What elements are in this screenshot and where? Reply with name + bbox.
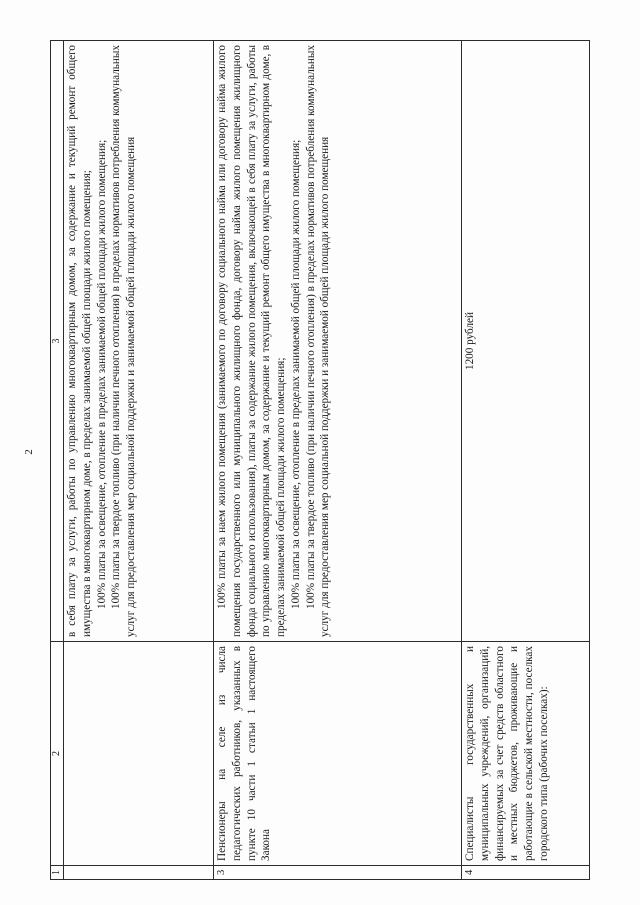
row-category bbox=[462, 642, 590, 866]
row-amount bbox=[462, 41, 590, 642]
benefit-paragraph: 100% платы за наем жилого помещения (занимаемого по договору социального найма или договору найма жилого помещения государственного или муниципального жилищного фонда, договору найма жилого помещения жилищного фонда социального использования), платы за содержание жилого помещения, включающей в себя плату за услуги, работы по управлению многоквартирным домом, за содержание и текущий ремонт общего имущества в многоквартирном доме, в пределах занимаемой общей площади жилого помещения; bbox=[216, 45, 288, 637]
header-col-3: 3 bbox=[51, 41, 64, 642]
header-col-1: 1 bbox=[51, 866, 64, 880]
category-text: Специалисты государственных и муниципальных учреждений, организаций, финансируемых за счет средств областного и местных бюджетов, проживающие и работающие в сельской местности, поселках городского типа (рабочих поселках): bbox=[464, 646, 550, 861]
benefit-paragraph: 100% платы за твердое топливо (при наличии печного отопления) в пределах нормативов потребления коммунальных услуг для предоставления мер социальной поддержки и занимаемой общей площади жилого помещения bbox=[110, 45, 138, 637]
table-row bbox=[64, 41, 214, 880]
table-header-row bbox=[51, 41, 64, 880]
rotated-table-container bbox=[50, 40, 590, 880]
row-category bbox=[214, 642, 462, 866]
row-benefits bbox=[64, 41, 214, 642]
table-row bbox=[214, 41, 462, 880]
benefit-paragraph: в себя плату за услуги, работы по управлению многоквартирным домом, за содержание и текущий ремонт общего имущества в многоквартирном доме, в пределах занимаемой общей площади жилого помещения; bbox=[66, 45, 93, 637]
row-number bbox=[64, 866, 214, 880]
page-number: 2 bbox=[22, 449, 35, 455]
benefit-paragraph: 100% платы за освещение, отопление в пределах занимаемой общей площади жилого помещения; bbox=[95, 139, 108, 609]
benefit-paragraph: 100% платы за твердое топливо (при наличии печного отопления) в пределах нормативов потребления коммунальных услуг для предоставления мер социальной поддержки и занимаемой общей площади жилого помещения bbox=[304, 45, 332, 637]
table-row bbox=[462, 41, 590, 880]
row-category bbox=[64, 642, 214, 866]
category-text: Пенсионеры на селе из числа педагогических работников, указанных в пункте 10 части 1 статьи 1 настоящего Закона bbox=[216, 646, 273, 861]
row-benefits bbox=[214, 41, 462, 642]
header-col-2: 2 bbox=[51, 642, 64, 866]
amount-text: 1200 рублей bbox=[464, 312, 476, 371]
row-number: 4 bbox=[462, 866, 590, 880]
benefits-table bbox=[50, 40, 590, 880]
benefit-paragraph: 100% платы за освещение, отопление в пределах занимаемой общей площади жилого помещения; bbox=[289, 139, 302, 609]
row-number: 3 bbox=[214, 866, 462, 880]
